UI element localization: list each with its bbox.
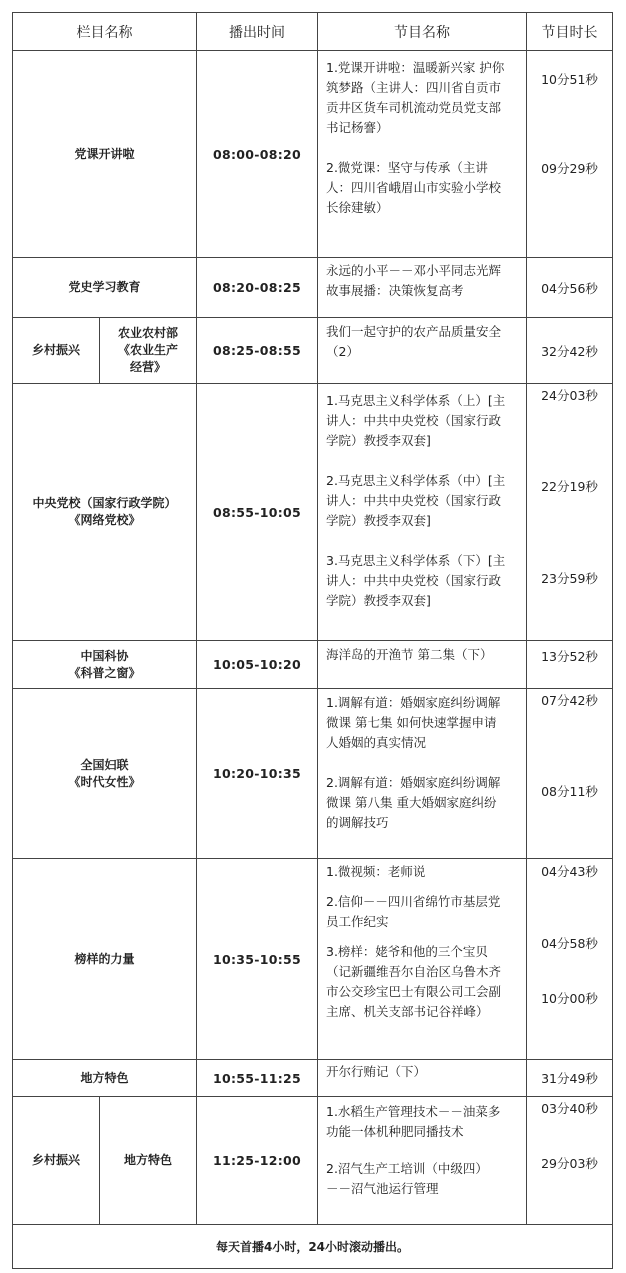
duration-cell (527, 1060, 613, 1097)
column-name: 中国科协 《科普之窗》 (13, 641, 197, 689)
program-item: 1.微视频：老师说 (326, 864, 426, 879)
program-cell (318, 51, 527, 258)
column-name: 地方特色 (13, 1060, 197, 1097)
duration-cell (527, 318, 613, 384)
table-row (13, 258, 613, 318)
air-time: 08:20-08:25 (197, 258, 318, 318)
air-time: 10:35-10:55 (197, 859, 318, 1060)
duration-value: 04分56秒 (541, 280, 598, 296)
duration-value: 10分51秒 (541, 72, 598, 87)
schedule-table (12, 12, 613, 1269)
duration-cell (527, 51, 613, 258)
duration-cell (527, 258, 613, 318)
column-name: 乡村振兴 (13, 318, 100, 384)
program-item: 2.微党课：坚守与传承（主讲 人：四川省峨眉山市实验小学校 长徐建敏） (326, 160, 502, 215)
duration-value: 10分00秒 (541, 991, 598, 1006)
program-item: 1.党课开讲啦：温暖新兴家 护你 筑梦路（主讲人：四川省自贡市 贡井区货车司机流动党员党支部 书记杨謇） (326, 60, 505, 135)
column-name: 全国妇联 《时代女性》 (13, 689, 197, 859)
table-row (13, 384, 613, 641)
air-time: 10:20-10:35 (197, 689, 318, 859)
duration-value: 29分03秒 (541, 1156, 598, 1171)
program-item: 2.调解有道：婚姻家庭纠纷调解 微课 第八集 重大婚姻家庭纠纷 的调解技巧 (326, 775, 501, 830)
program-item: 1.调解有道：婚姻家庭纠纷调解 微课 第七集 如何快速掌握申请 人婚姻的真实情况 (326, 695, 501, 750)
air-time: 10:55-11:25 (197, 1060, 318, 1097)
program-item: 1.马克思主义科学体系（上）[主 讲人：中共中央党校（国家行政 学院）教授李双套] (326, 393, 506, 448)
duration-value: 09分29秒 (541, 161, 598, 176)
program-cell (318, 258, 527, 318)
header-air-time: 播出时间 (197, 13, 318, 51)
sub-column-name: 农业农村部 《农业生产 经营》 (100, 318, 197, 384)
duration-value: 03分40秒 (541, 1101, 598, 1116)
duration-cell (527, 641, 613, 689)
duration-value: 08分11秒 (541, 784, 598, 799)
air-time: 10:05-10:20 (197, 641, 318, 689)
program-item: 3.马克思主义科学体系（下）[主 讲人：中共中央党校（国家行政 学院）教授李双套] (326, 553, 506, 608)
program-cell (318, 318, 527, 384)
duration-value: 24分03秒 (541, 388, 598, 403)
column-name: 榜样的力量 (13, 859, 197, 1060)
table-row (13, 689, 613, 859)
program-cell (318, 859, 527, 1060)
duration-value: 23分59秒 (541, 571, 598, 586)
header-column-name: 栏目名称 (13, 13, 197, 51)
footer-row (13, 1225, 613, 1269)
table-row (13, 51, 613, 258)
program-cell (318, 689, 527, 859)
table-row (13, 859, 613, 1060)
duration-cell (527, 1097, 613, 1225)
column-name: 乡村振兴 (13, 1097, 100, 1225)
duration-cell (527, 689, 613, 859)
program-item: 我们一起守护的农产品质量安全 （2） (326, 324, 502, 359)
air-time: 08:00-08:20 (197, 51, 318, 258)
table-row (13, 1097, 613, 1225)
duration-value: 32分42秒 (541, 343, 598, 359)
air-time: 08:55-10:05 (197, 384, 318, 641)
duration-value: 22分19秒 (541, 479, 598, 494)
duration-cell (527, 859, 613, 1060)
program-item: 3.榜样：姥爷和他的三个宝贝 （记新疆维吾尔自治区乌鲁木齐 市公交珍宝巴士有限公司工会副 主席、机关支部书记谷祥峰） (326, 944, 502, 1019)
air-time: 11:25-12:00 (197, 1097, 318, 1225)
column-name: 党课开讲啦 (13, 51, 197, 258)
program-cell (318, 641, 527, 689)
program-item: 1.水稻生产管理技术－－油菜多 功能一体机种肥同播技术 (326, 1104, 501, 1139)
duration-value: 13分52秒 (541, 649, 598, 664)
schedule-document (12, 12, 612, 1269)
program-item: 永远的小平－－邓小平同志光辉 故事展播：决策恢复高考 (326, 263, 502, 298)
table-row (13, 1060, 613, 1097)
header-program-name: 节目名称 (318, 13, 527, 51)
program-cell (318, 1060, 527, 1097)
table-row (13, 641, 613, 689)
duration-value: 04分58秒 (541, 936, 598, 951)
column-name: 党史学习教育 (13, 258, 197, 318)
header-duration: 节目时长 (527, 13, 613, 51)
program-cell (318, 1097, 527, 1225)
duration-value: 31分49秒 (541, 1071, 598, 1086)
duration-value: 04分43秒 (541, 864, 598, 879)
program-item: 2.信仰－－四川省绵竹市基层党 员工作纪实 (326, 894, 501, 929)
sub-column-name: 地方特色 (100, 1097, 197, 1225)
program-item: 开尔行贿记（下） (326, 1064, 427, 1079)
program-item: 2.沼气生产工培训（中级四） －－沼气池运行管理 (326, 1161, 488, 1196)
footer-note: 每天首播4小时，24小时滚动播出。 (13, 1225, 613, 1269)
header-row (13, 13, 613, 51)
air-time: 08:25-08:55 (197, 318, 318, 384)
program-item: 2.马克思主义科学体系（中）[主 讲人：中共中央党校（国家行政 学院）教授李双套] (326, 473, 506, 528)
table-row (13, 318, 613, 384)
duration-value: 07分42秒 (541, 693, 598, 708)
program-item: 海洋岛的开渔节 第二集（下） (326, 647, 493, 662)
duration-cell (527, 384, 613, 641)
program-cell (318, 384, 527, 641)
column-name: 中央党校（国家行政学院） 《网络党校》 (13, 384, 197, 641)
